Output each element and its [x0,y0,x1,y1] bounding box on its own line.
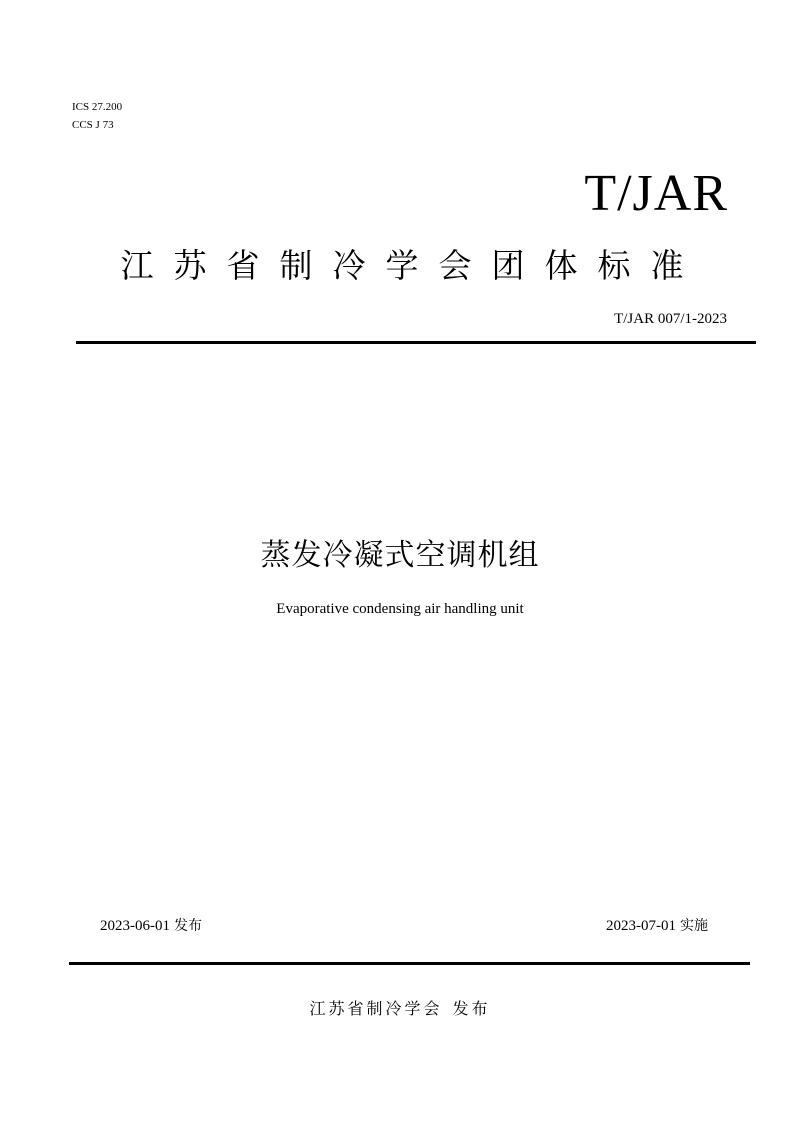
top-divider [76,341,756,344]
publisher-label: 发布 [452,999,491,1018]
publish-label: 发布 [174,918,202,934]
organization-standard-title: 江苏省制冷学会团体标准 [120,246,704,285]
publish-date: 2023-06-01 [100,918,170,934]
standard-brand: T/JAR [584,165,728,222]
publisher-name: 江苏省制冷学会 [309,999,443,1018]
publisher-line [0,998,800,1020]
document-title-english: Evaporative condensing air handling unit [276,601,524,617]
ccs-code: CCS J 73 [72,119,114,131]
bottom-divider [69,962,750,965]
implement-date: 2023-07-01 [606,918,676,934]
publish-date-block [100,916,202,936]
ics-code: ICS 27.200 [72,101,123,113]
implement-label: 实施 [680,918,708,934]
standard-number: T/JAR 007/1-2023 [614,311,727,327]
classification-codes [72,98,122,134]
document-title-chinese: 蒸发冷凝式空调机组 [260,538,540,573]
implement-date-block [606,916,708,936]
